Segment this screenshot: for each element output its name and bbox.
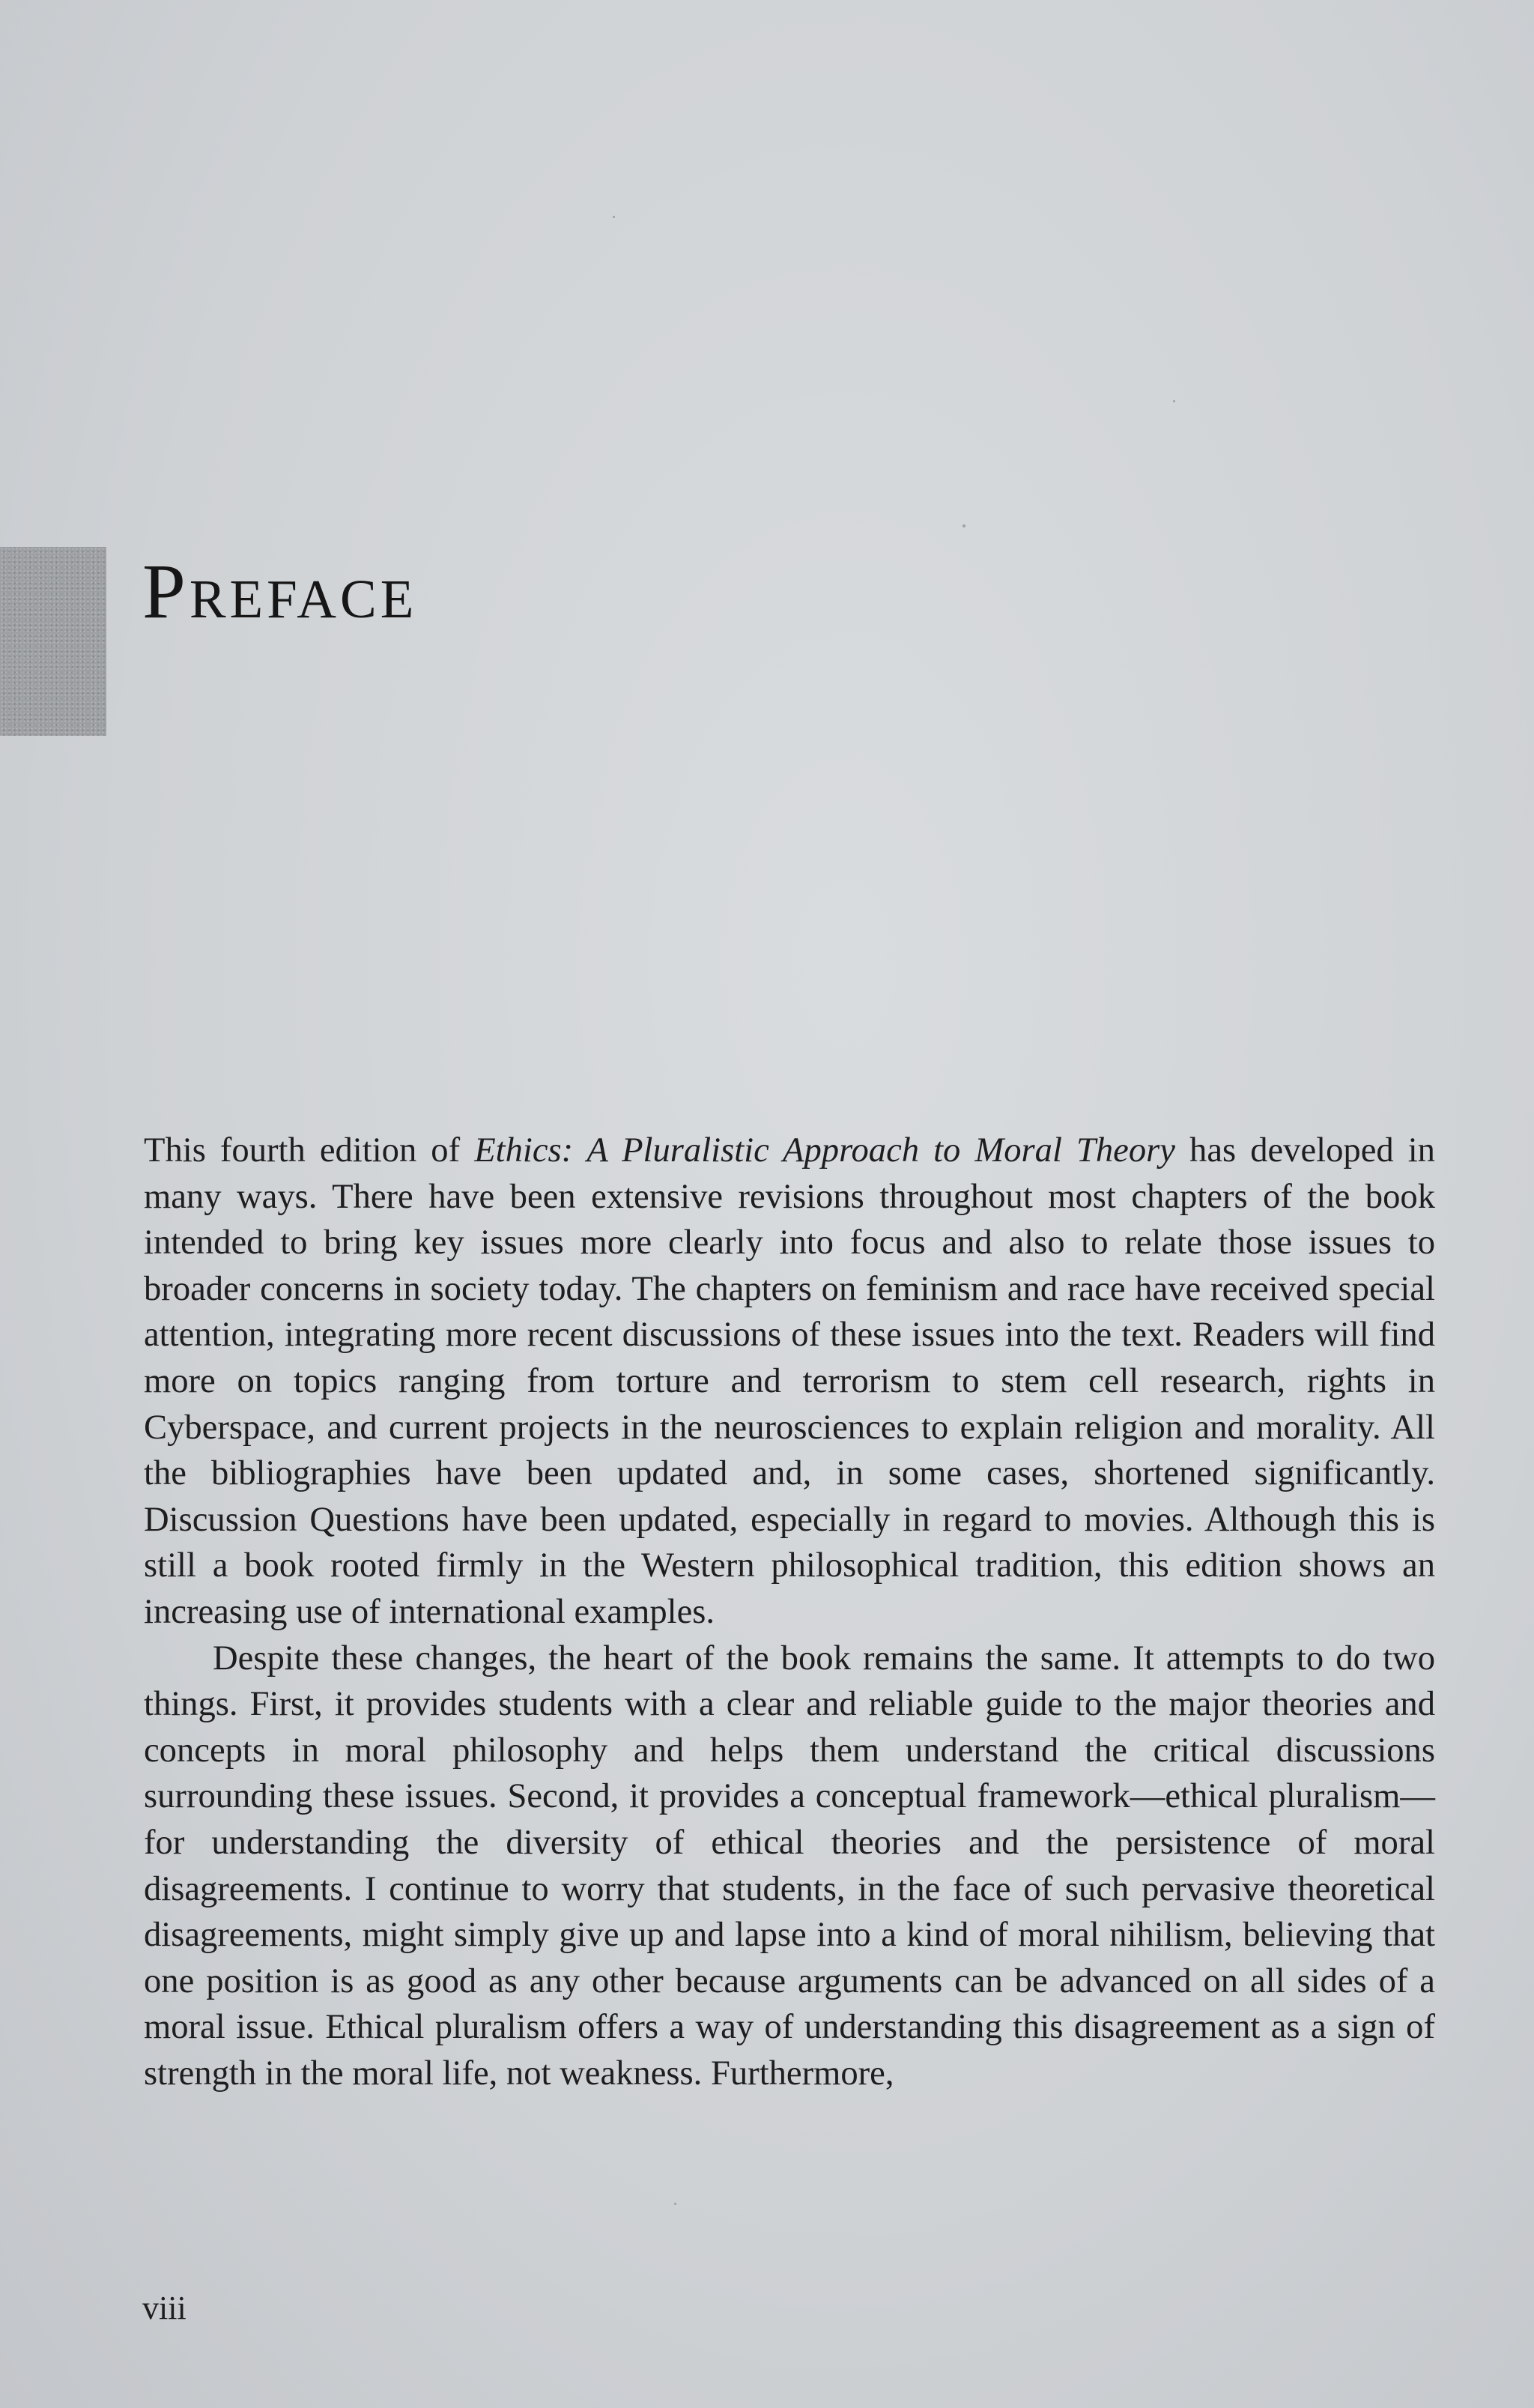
paragraph-1-lead: This fourth edition of xyxy=(144,1131,475,1170)
paper-speck xyxy=(962,524,965,527)
paragraph-1-rest: has developed in many ways. There have been extensive revisions throughout most chapters of the book intended to bring key issues more clearly into focus and also to relate those issues to broader concerns in society today. The chapters on feminism and race have received special attention, integrating more recent discussions of these issues into the text. Readers will find more on topics ranging from torture and terrorism to stem cell research, rights in Cyberspace, and current projects in the neurosciences to explain religion and morality. All the bibliographies have been updated and, in some cases, shortened significantly. Discussion Questions have been updated, especially in regard to movies. Although this is still a book rooted firmly in the Western philosophical tradition, this edition shows an increasing use of international examples. xyxy=(144,1131,1435,1631)
page-number: viii xyxy=(142,2290,187,2326)
paper-speck xyxy=(1173,400,1175,402)
paper-speck xyxy=(674,2203,676,2205)
paper-speck xyxy=(613,216,615,218)
show-through-texture xyxy=(352,191,1326,237)
body-text xyxy=(144,1128,1435,2096)
chapter-tab-marker xyxy=(0,547,106,736)
book-title-italic: Ethics: A Pluralistic Approach to Moral Theory xyxy=(474,1131,1175,1170)
paragraph-1 xyxy=(144,1128,1435,1636)
page-title: Preface xyxy=(142,548,418,635)
paragraph-2: Despite these changes, the heart of the book remains the same. It attempts to do two things. First, it provides students with a clear and reliable guide to the major theories and concepts in moral philosophy and helps them understand the critical discussions surrounding these issues. Second, it provides a conceptual framework—ethical pluralism—for understanding the diversity of ethical theories and the persistence of moral disagreements. I continue to worry that students, in the face of such pervasive theoretical disagreements, might simply give up and lapse into a kind of moral nihilism, believing that one position is as good as any other because arguments can be advanced on all sides of a moral issue. Ethical pluralism offers a way of understanding this disagreement as a sign of strength in the moral life, not weakness. Furthermore, xyxy=(144,1638,1435,2093)
